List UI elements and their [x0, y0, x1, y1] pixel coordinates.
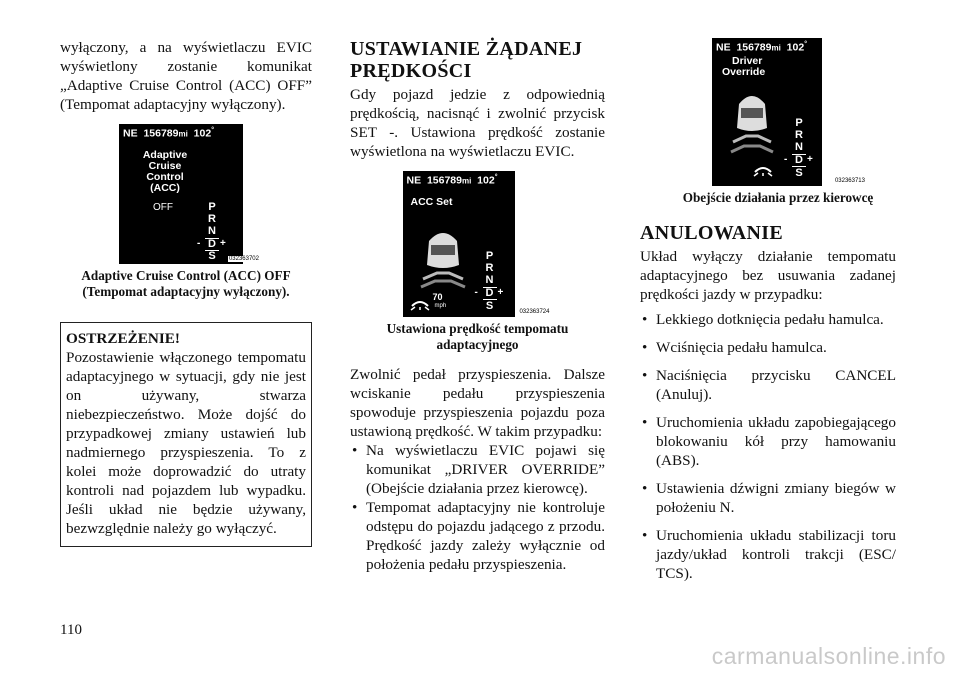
odometer-unit: mi	[771, 43, 781, 53]
column-right	[640, 38, 896, 592]
page-number: 110	[60, 622, 82, 638]
gear-d: D	[792, 154, 806, 167]
evic-figure-acc-off	[110, 124, 262, 264]
message-line: Driver	[732, 55, 763, 67]
temperature: 102	[477, 174, 495, 187]
figure-code: 032363713	[834, 178, 865, 184]
gear-plus: +	[497, 287, 504, 298]
figure-code: 032363724	[519, 309, 550, 315]
warning-box	[60, 322, 312, 547]
bullet-list	[640, 310, 896, 583]
list-item: • Tempomat adaptacyjny nie kontroluje odstępu do pojazdu jadącego z przodu. Prędkość jazdy zależy wyłącznie od położenia pedału przyspieszenia.	[350, 498, 605, 574]
gear-minus: -	[197, 238, 201, 249]
body-paragraph: Zwolnić pedał przyspieszenia. Dalsze wciskanie pedału przyspieszenia spowoduje przyspieszenia pojazdu poza ustawioną prędkość. W takim przypadku:	[350, 366, 605, 440]
gear-s: S	[208, 250, 216, 262]
odometer: 156789	[143, 127, 179, 140]
evic-message	[133, 150, 197, 194]
list-item: • Uruchomienia układu stabilizacji toru jazdy/układ kontroli trakcji (ESC/ TCS).	[640, 526, 896, 583]
gear-plus: +	[807, 154, 813, 165]
compass-heading: NE	[123, 127, 138, 140]
list-item: • Wciśnięcia pedału hamulca.	[640, 338, 896, 357]
warning-text: Pozostawienie włączonego tempomatu adaptacyjnego w sytuacji, gdy nie jest on używany, stwarza niebezpieczeństwo. Może dojść do przypadkowej zmiany ustawień lub nadmiernego przyspieszenia. To z kolei może doprowadzić do utraty kontroli nad pojazdem lub wypadku. Jeśli układ nie będzie używany, bezwzględnie należy go wyłączyć.	[66, 349, 306, 537]
evic-display	[712, 38, 822, 186]
acc-status: OFF	[153, 202, 173, 213]
evic-display	[403, 171, 515, 317]
gear-d: D	[483, 287, 497, 300]
figure-caption: Obejście działania przez kierowcę	[682, 190, 874, 205]
gear-plus: +	[220, 238, 226, 249]
gear-p: P	[485, 250, 494, 262]
gear-d: D	[205, 238, 219, 251]
gear-n: N	[485, 274, 494, 286]
figure-caption: Ustawiona prędkość tempomatu adaptacyjnego	[386, 321, 569, 352]
distance-setting-icon	[752, 162, 774, 178]
temperature-unit: °	[804, 41, 808, 48]
gear-p: P	[795, 117, 803, 129]
set-speed-unit: mph	[434, 303, 447, 309]
figure-code: 032363702	[228, 256, 259, 262]
gear-minus: -	[784, 154, 788, 165]
gear-n: N	[795, 141, 803, 153]
intro-paragraph: Gdy pojazd jedzie z odpowiednią prędkością, nacisnąć i zwolnić przycisk SET -. Ustawiona prędkość zostanie wyświetlona na wyświetlaczu EVIC.	[350, 86, 605, 160]
car-icon	[730, 84, 774, 158]
message-line: (ACC)	[150, 182, 180, 194]
odometer-unit: mi	[461, 176, 472, 186]
list-item: • Ustawienia dźwigni zmiany biegów w położeniu N.	[640, 479, 896, 517]
message-line: Cruise	[148, 160, 182, 172]
temperature-unit: °	[211, 127, 215, 134]
gear-r: R	[795, 129, 803, 141]
evic-message	[722, 56, 778, 78]
set-speed-value: 70	[432, 292, 443, 302]
evic-status-bar	[407, 174, 511, 187]
evic-figure-acc-set	[403, 171, 553, 317]
list-item: • Uruchomienia układu zapobiegającego blokowaniu kół przy hamowaniu (ABS).	[640, 413, 896, 470]
gear-s: S	[485, 300, 494, 312]
car-icon	[419, 223, 467, 293]
temperature-unit: °	[494, 174, 498, 181]
intro-paragraph: Układ wyłączy działanie tempomatu adaptacyjnego bez usuwania zadanej prędkości jazdy w przypadku:	[640, 248, 896, 303]
column-left	[60, 38, 312, 547]
gear-p: P	[208, 201, 216, 213]
temperature: 102	[193, 127, 212, 140]
evic-status-bar	[716, 41, 818, 54]
message-line: Override	[722, 66, 766, 78]
evic-status-bar	[123, 127, 239, 140]
evic-figure-driver-override	[712, 38, 892, 186]
odometer-unit: mi	[178, 129, 188, 139]
evic-message: ACC Set	[410, 196, 453, 208]
list-item: • Naciśnięcia przycisku CANCEL (Anuluj).	[640, 366, 896, 404]
odometer: 156789	[736, 41, 772, 54]
odometer: 156789	[426, 174, 462, 187]
section-heading-cancel: ANULOWANIE	[640, 222, 784, 244]
watermark: carmanualsonline.info	[711, 643, 946, 669]
gear-r: R	[208, 213, 216, 225]
message-line: Control	[146, 171, 184, 183]
gear-n: N	[208, 225, 216, 237]
compass-heading: NE	[406, 174, 422, 187]
message-line: Adaptive	[142, 149, 188, 161]
column-middle	[350, 38, 605, 574]
intro-paragraph: wyłączony, a na wyświetlaczu EVIC wyświetlony zostanie komunikat „Adaptive Cruise Control (ACC) OFF” (Tempomat adaptacyjny wyłączony).	[60, 39, 312, 113]
figure-caption: Adaptive Cruise Control (ACC) OFF (Tempomat adaptacyjny wyłączony).	[81, 268, 291, 299]
compass-heading: NE	[716, 41, 731, 54]
distance-setting-icon	[409, 296, 431, 312]
gear-minus: -	[474, 287, 478, 298]
list-item: • Lekkiego dotknięcia pedału hamulca.	[640, 310, 896, 329]
bullet-list	[350, 441, 605, 574]
section-heading-set-speed: USTAWIANIE ŻĄDANEJ PRĘDKOŚCI	[350, 38, 583, 82]
gear-s: S	[795, 167, 803, 179]
evic-display	[119, 124, 243, 264]
temperature: 102	[786, 41, 805, 54]
warning-title: OSTRZEŻENIE!	[66, 330, 180, 347]
gear-r: R	[485, 262, 494, 274]
list-item: • Na wyświetlaczu EVIC pojawi się komunikat „DRIVER OVERRIDE” (Obejście działania przez kierowcę).	[350, 441, 605, 498]
